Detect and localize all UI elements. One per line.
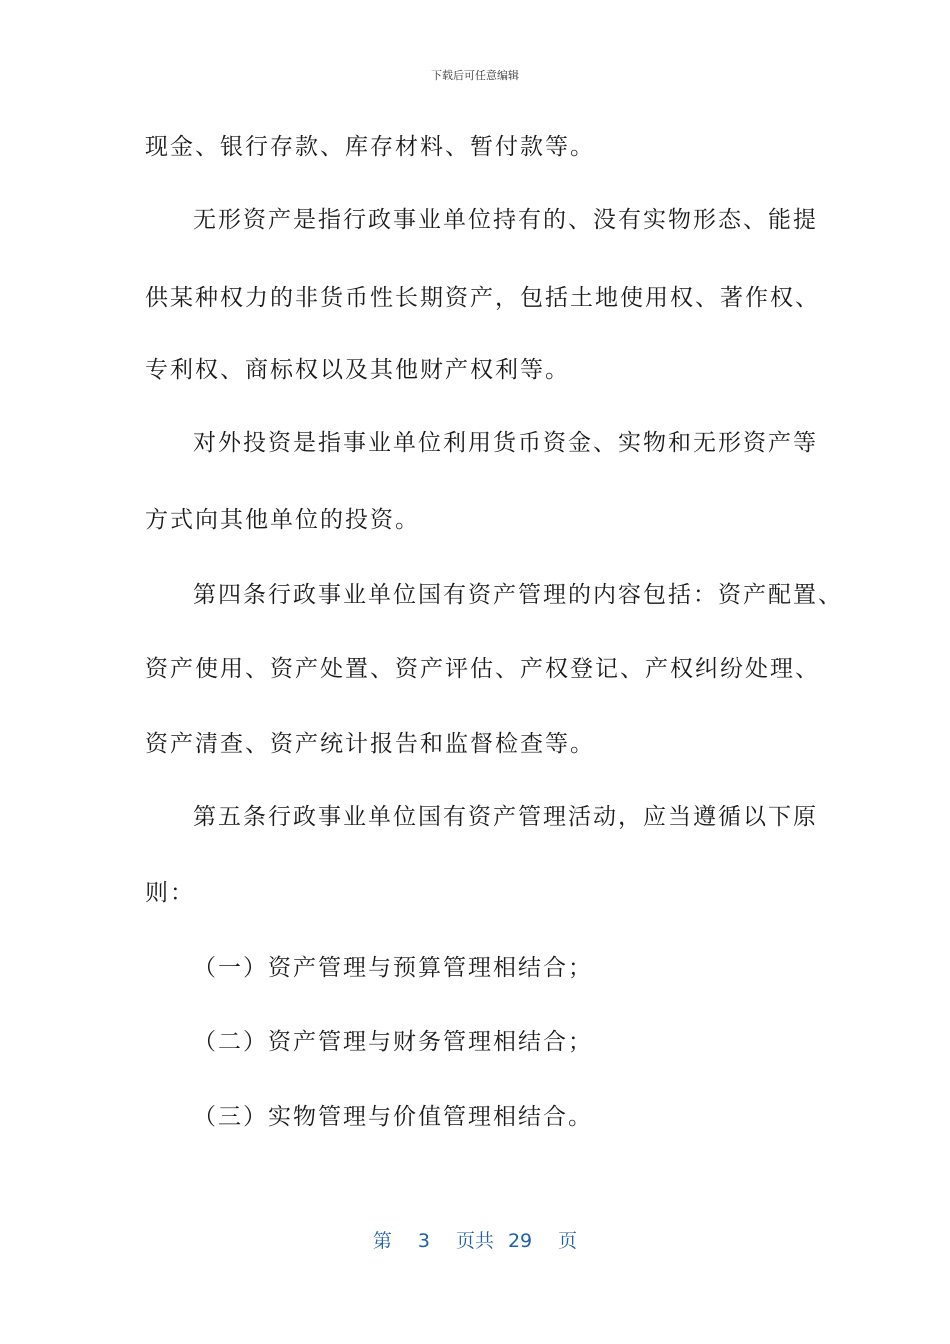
- paragraph-line: 资产清查、资产统计报告和监督检查等。: [145, 731, 595, 757]
- header-note: 下载后可任意编辑: [431, 69, 519, 82]
- page-label-prefix: 第: [372, 1230, 392, 1252]
- paragraph-line: 供某种权力的非货币性长期资产，包括土地使用权、著作权、: [145, 285, 820, 311]
- paragraph-line: 则：: [145, 880, 195, 906]
- list-item: （一）资产管理与预算管理相结合；: [193, 955, 593, 981]
- paragraph-line: 现金、银行存款、库存材料、暂付款等。: [145, 134, 595, 160]
- page-label-suffix: 页: [558, 1230, 578, 1252]
- paragraph-line: 方式向其他单位的投资。: [145, 507, 420, 533]
- current-page-number: 3: [417, 1230, 430, 1252]
- list-item: （三）实物管理与价值管理相结合。: [193, 1104, 593, 1130]
- page-number-footer: [0, 1226, 950, 1253]
- page-label-mid: 页共: [455, 1230, 494, 1252]
- paragraph-line: 第四条行政事业单位国有资产管理的内容包括：资产配置、: [193, 582, 843, 608]
- paragraph-line: 无形资产是指行政事业单位持有的、没有实物形态、能提: [193, 207, 818, 233]
- list-item: （二）资产管理与财务管理相结合；: [193, 1029, 593, 1055]
- paragraph-line: 资产使用、资产处置、资产评估、产权登记、产权纠纷处理、: [145, 656, 820, 682]
- total-pages-number: 29: [507, 1230, 533, 1252]
- paragraph-line: 专利权、商标权以及其他财产权利等。: [145, 357, 570, 383]
- paragraph-line: 第五条行政事业单位国有资产管理活动，应当遵循以下原: [193, 804, 818, 830]
- paragraph-line: 对外投资是指事业单位利用货币资金、实物和无形资产等: [193, 430, 818, 456]
